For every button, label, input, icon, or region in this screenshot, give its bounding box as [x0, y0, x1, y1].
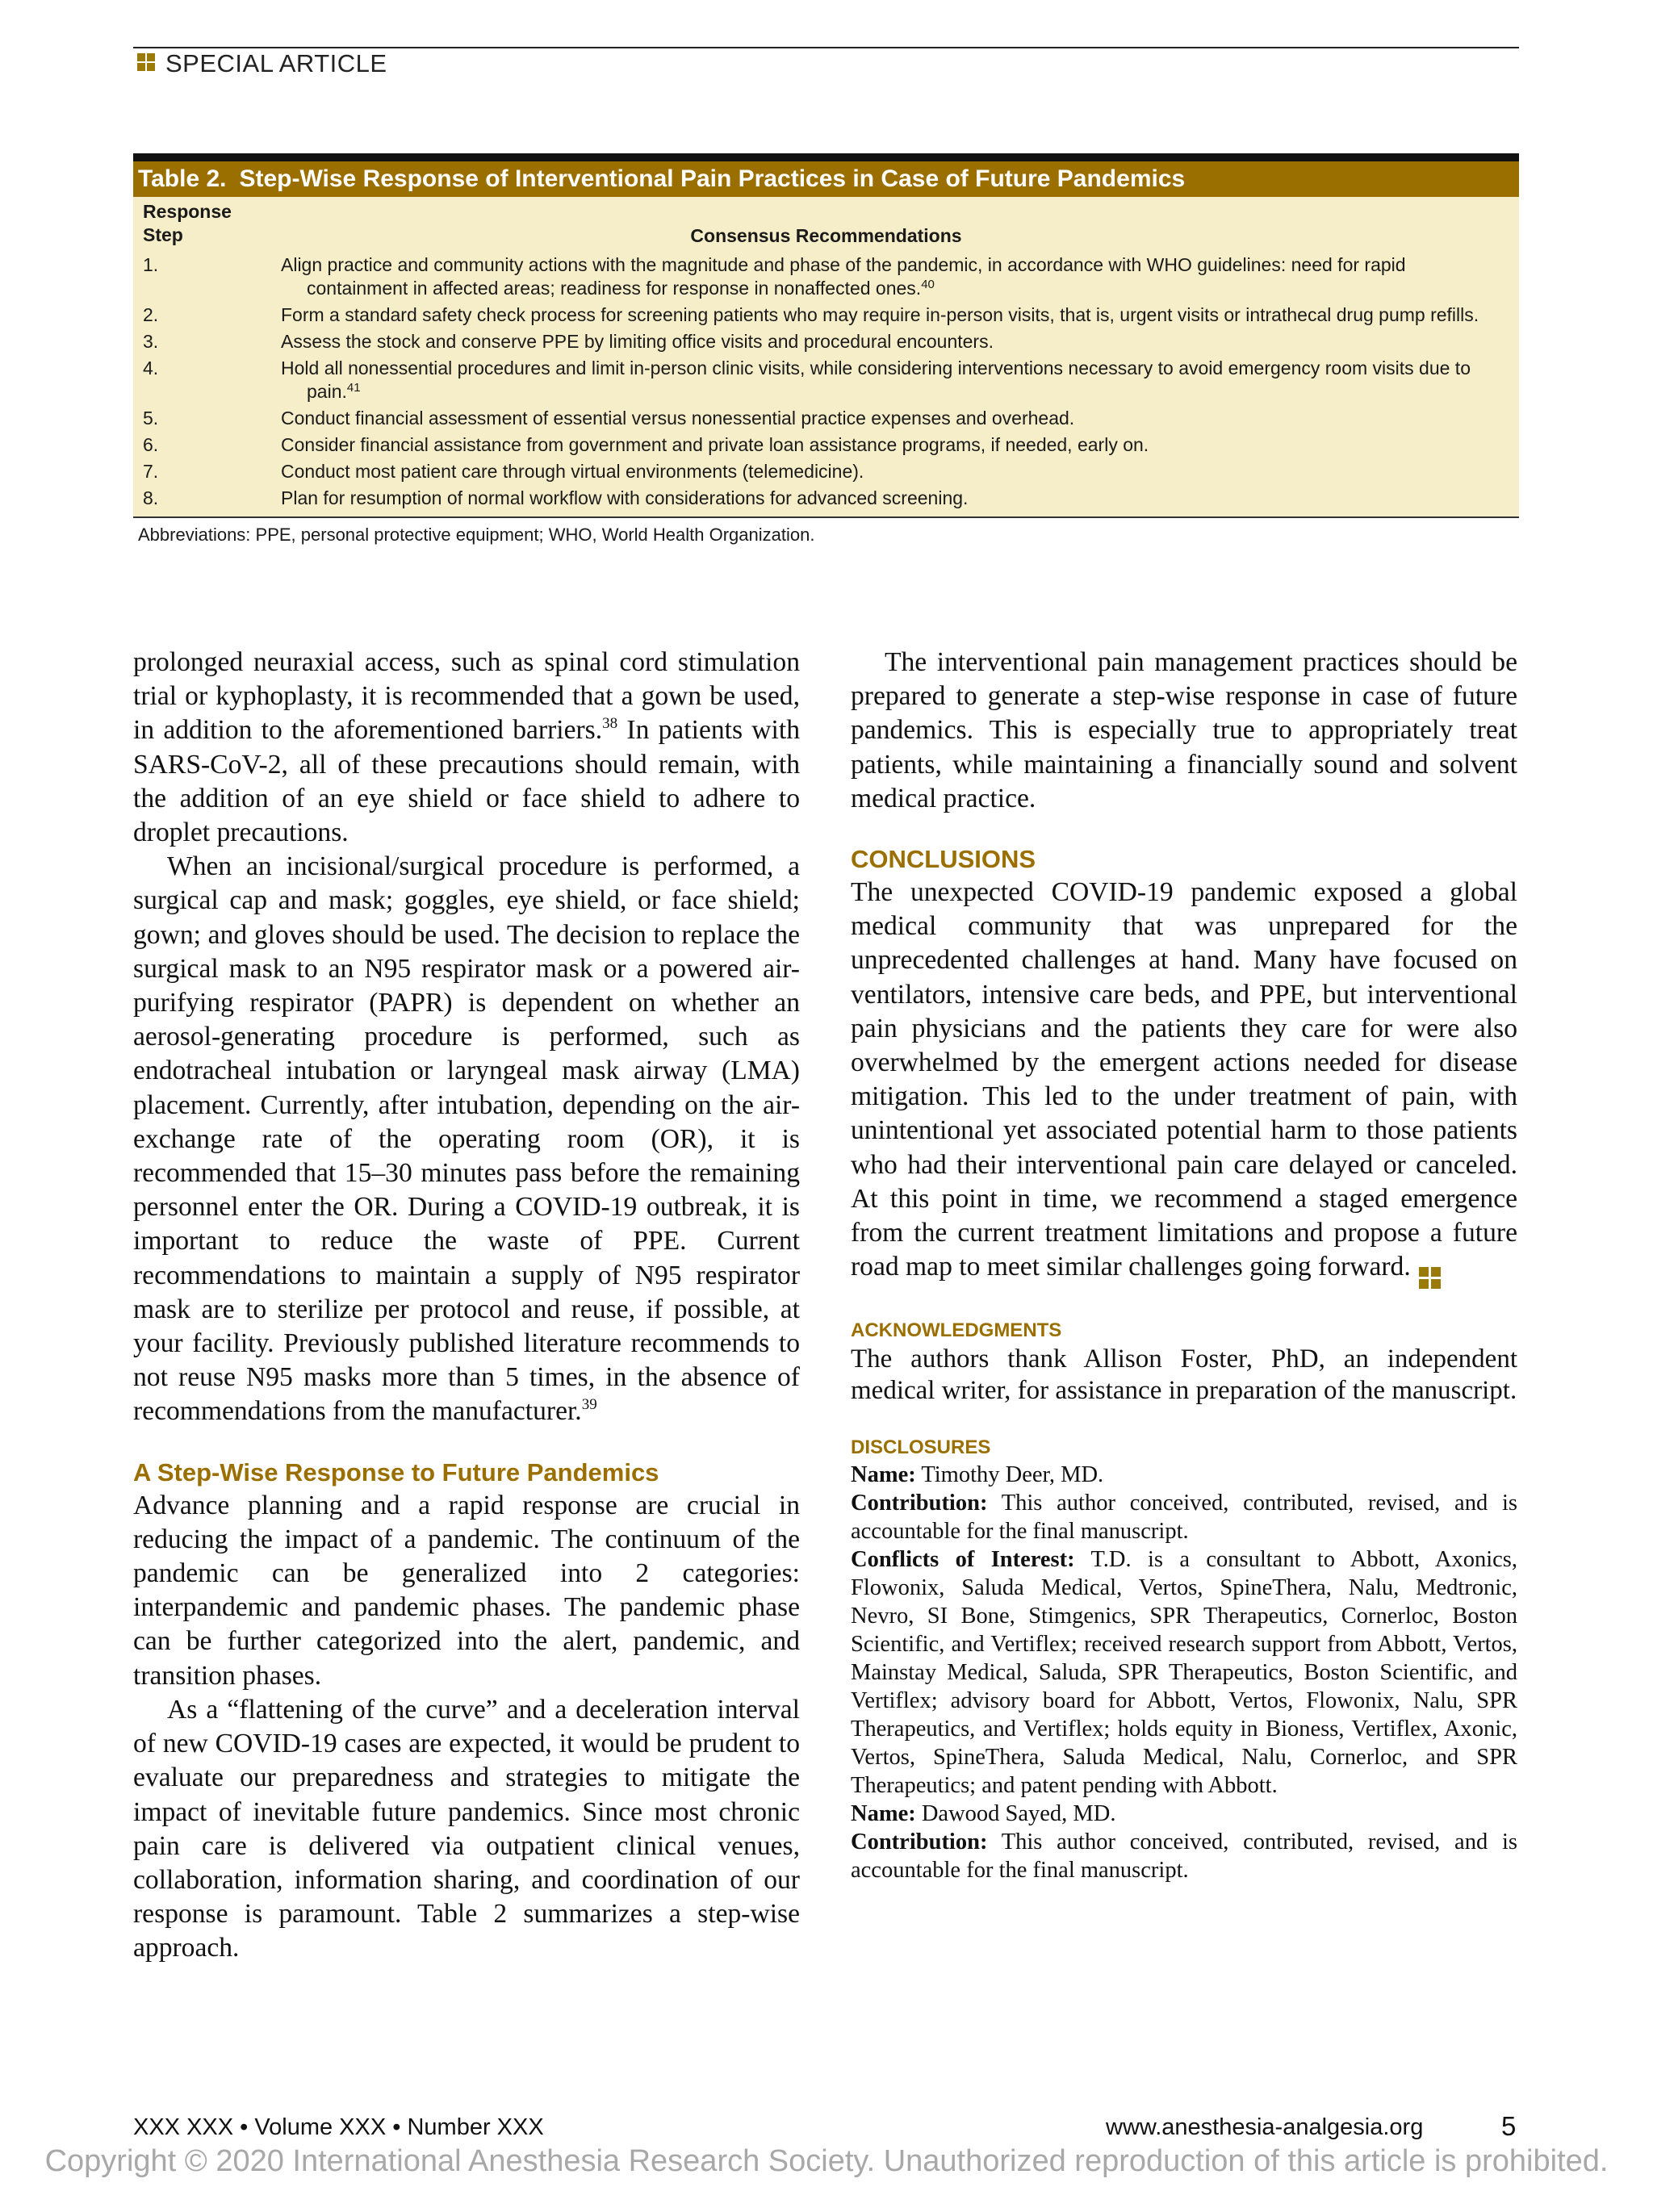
table-2	[133, 153, 1519, 546]
table-row	[138, 407, 1514, 430]
end-of-article-icon	[1419, 1267, 1441, 1289]
recommendation-text	[281, 357, 1514, 404]
table-abbreviations: Abbreviations: PPE, personal protective equipment; WHO, World Health Organization.	[138, 525, 815, 545]
text-run: When an incisional/surgical procedure is performed, a surgical cap and mask; goggles, eye shield, or face shield; gown; and gloves should be used. The decision to replace the surgical mask to an N95 respirator mask or a powered air-purifying respirator (PAPR) is dependent on whether an aerosol-generating procedure is performed, such as endotracheal intubation or laryngeal mask airway (LMA) placement. Currently, after intubation, depending on the air-exchange rate of the operating room (OR), it is recommended that 15–30 minutes pass before the remaining personnel enter the OR. During a COVID-19 outbreak, it is important to reduce the waste of PPE. Current recommendations to maintain a supply of N95 respirator mask are to sterilize per protocol and reuse, if possible, at your facility. Previously published literature recommends to not reuse N95 masks more than 5 times, in the absence of recommendations from the manufacturer.	[133, 851, 800, 1427]
recommendation-text	[281, 330, 1514, 353]
table-row	[138, 357, 1514, 404]
value: T.D. is a consultant to Abbott, Axonics, Flowonix, Saluda Medical, Vertos, SpineThera, Nalu, Medtronic, Nevro, SI Bone, Stimgenics, SPR Therapeutics, Cornerloc, Boston Scientific, and Vertiflex; received research support from Abbott, Vertos, Mainstay Medical, Saluda, SPR Therapeutics, Boston Scientific, and Vertiflex; advisory board for Abbott, Vertos, Flowonix, Nalu, SPR Therapeutics, and Vertiflex; holds equity in Bioness, Vertiflex, Axonic, Vertos, SpineThera, Saluda Medical, Nalu, Cornerloc, and SPR Therapeutics; and patent pending with Abbott.	[851, 1547, 1517, 1799]
recommendation: Consider financial assistance from government and private loan assistance programs, if needed, early on.	[281, 434, 1149, 455]
paragraph: The interventional pain management practices should be prepared to generate a step-wise response in case of future pandemics. This is especially true to appropriately treat patients, while maintaining a financially sound and solvent medical practice.	[851, 647, 1517, 813]
conclusions-heading: CONCLUSIONS	[851, 845, 1036, 874]
paragraph	[133, 646, 800, 850]
step-number: 3.	[143, 331, 159, 352]
table-row	[138, 487, 1514, 510]
table-bottom-rule	[133, 516, 1519, 518]
recommendation-text	[281, 433, 1514, 457]
acknowledgments-heading: ACKNOWLEDGMENTS	[851, 1319, 1062, 1342]
step-number: 1.	[143, 254, 159, 275]
disclosures-heading: DISCLOSURES	[851, 1436, 991, 1459]
citation: 40	[921, 278, 935, 291]
table-title-text: Step-Wise Response of Interventional Pain Practices in Case of Future Pandemics	[239, 165, 1186, 192]
citation: 41	[346, 381, 361, 395]
table-row	[138, 330, 1514, 353]
table-row	[138, 433, 1514, 457]
disclosure-name	[851, 1461, 1517, 1489]
recommendation-text	[281, 253, 1514, 300]
table-row	[138, 460, 1514, 483]
step-number: 5.	[143, 408, 159, 429]
table-top-rule	[133, 153, 1519, 161]
recommendation: Conduct financial assessment of essential versus nonessential practice expenses and overhead.	[281, 408, 1075, 429]
value: This author conceived, contributed, revised, and is accountable for the final manuscript.	[851, 1829, 1517, 1884]
journal-issue: XXX XXX • Volume XXX • Number XXX	[133, 2114, 544, 2140]
text-run: In patients with SARS-CoV-2, all of these precautions should remain, with the addition of an eye shield or face shield to adhere to droplet precautions.	[133, 715, 800, 848]
text-run: The unexpected COVID-19 pandemic exposed a global medical community that was unprepared for the unprecedented challenges at hand. Many have focused on ventilators, intensive care beds, and PPE, but interventional pain physicians and the patients they care for were also overwhelmed by the emergent actions needed for disease mitigation. This led to the under treatment of pain, with unintentional yet associated potential harm to those patients who had their interventional pain care delayed or canceled. At this point in time, we recommend a staged emergence from the current treatment limitations and propose a future road map to meet similar challenges going forward.	[851, 877, 1517, 1282]
column-header-recommendations: Consensus Recommendations	[690, 225, 962, 246]
recommendation-text	[281, 487, 1514, 510]
page-number: 5	[1501, 2111, 1517, 2141]
step-number: 8.	[143, 487, 159, 508]
recommendation-text	[281, 407, 1514, 430]
label: Conflicts of Interest:	[851, 1547, 1075, 1573]
recommendation-text	[281, 460, 1514, 483]
recommendation: Assess the stock and conserve PPE by limiting office visits and procedural encounters.	[281, 331, 994, 352]
table-row	[138, 253, 1514, 300]
right-column	[851, 646, 1517, 1884]
disclosure-name	[851, 1800, 1517, 1828]
label: Contribution:	[851, 1829, 988, 1855]
disclosures-body	[851, 1461, 1517, 1884]
recommendation: Conduct most patient care through virtual environments (telemedicine).	[281, 461, 864, 482]
recommendation: Form a standard safety check process for screening patients who may require in-person visits, that is, urgent visits or intrathecal drug pump refills.	[281, 304, 1479, 325]
step-number: 7.	[143, 461, 159, 482]
step-number: 2.	[143, 304, 159, 325]
label: Name:	[851, 1462, 916, 1488]
label: Name:	[851, 1801, 916, 1827]
text-run: prolonged neuraxial access, such as spinal cord stimulation trial or kyphoplasty, it is recommended that a gown be used, in addition to the aforementioned barriers.	[133, 647, 800, 746]
copyright-notice: Copyright © 2020 International Anesthesia Research Society. Unauthorized reproduction of this article is prohibited.	[44, 2144, 1609, 2178]
disclosure-contribution	[851, 1828, 1517, 1884]
recommendation: Hold all nonessential procedures and limit in-person clinic visits, while considering interventions necessary to avoid emergency room visits due to pain.	[281, 358, 1471, 402]
left-column	[133, 646, 800, 1966]
acknowledgments-paragraph: The authors thank Allison Foster, PhD, an independent medical writer, for assistance in preparation of the manuscript.	[851, 1344, 1517, 1405]
subsection-heading: A Step-Wise Response to Future Pandemics	[133, 1457, 659, 1487]
paragraph: As a “flattening of the curve” and a deceleration interval of new COVID-19 cases are expected, it would be prudent to evaluate our preparedness and strategies to mitigate the impact of inevitable future pandemics. Since most chronic pain care is delivered via outpatient clinical venues, collaboration, information sharing, and coordination of our response is paramount. Table 2 summarizes a step-wise approach.	[133, 1694, 800, 1963]
paragraph: Advance planning and a rapid response are crucial in reducing the impact of a pandemic. The continuum of the pandemic can be generalized into 2 categories: interpandemic and pandemic phases. The pandemic phase can be further categorized into the alert, pandemic, and transition phases.	[133, 1490, 800, 1691]
header-rule	[133, 47, 1519, 48]
value: Dawood Sayed, MD.	[921, 1801, 1116, 1827]
table-body	[133, 197, 1519, 516]
conclusions-paragraph	[851, 876, 1517, 1289]
label: Contribution:	[851, 1491, 988, 1516]
disclosure-conflicts	[851, 1545, 1517, 1800]
paragraph	[133, 850, 800, 1428]
recommendation: Align practice and community actions with the magnitude and phase of the pandemic, in accordance with WHO guidelines: need for rapid containment in affected areas; readiness for response in nonaffected ones.	[281, 254, 1406, 299]
citation: 38	[602, 715, 618, 733]
recommendation: Plan for resumption of normal workflow with considerations for advanced screening.	[281, 487, 969, 508]
table-header-row	[138, 200, 1514, 250]
table-title	[133, 161, 1519, 197]
journal-url-link[interactable]: www.anesthesia-analgesia.org	[1106, 2114, 1424, 2140]
table-row	[138, 303, 1514, 327]
table-label: Table 2.	[138, 165, 227, 192]
disclosure-contribution	[851, 1489, 1517, 1545]
section-marker-icon	[137, 53, 155, 71]
value: Timothy Deer, MD.	[921, 1462, 1104, 1488]
table-rows	[138, 253, 1514, 510]
step-number: 4.	[143, 358, 159, 378]
citation: 39	[581, 1396, 597, 1414]
column-header-step: Response Step	[143, 201, 232, 245]
section-label: SPECIAL ARTICLE	[165, 49, 387, 77]
step-number: 6.	[143, 434, 159, 455]
recommendation-text	[281, 303, 1514, 327]
value: This author conceived, contributed, revised, and is accountable for the final manuscript.	[851, 1491, 1517, 1545]
